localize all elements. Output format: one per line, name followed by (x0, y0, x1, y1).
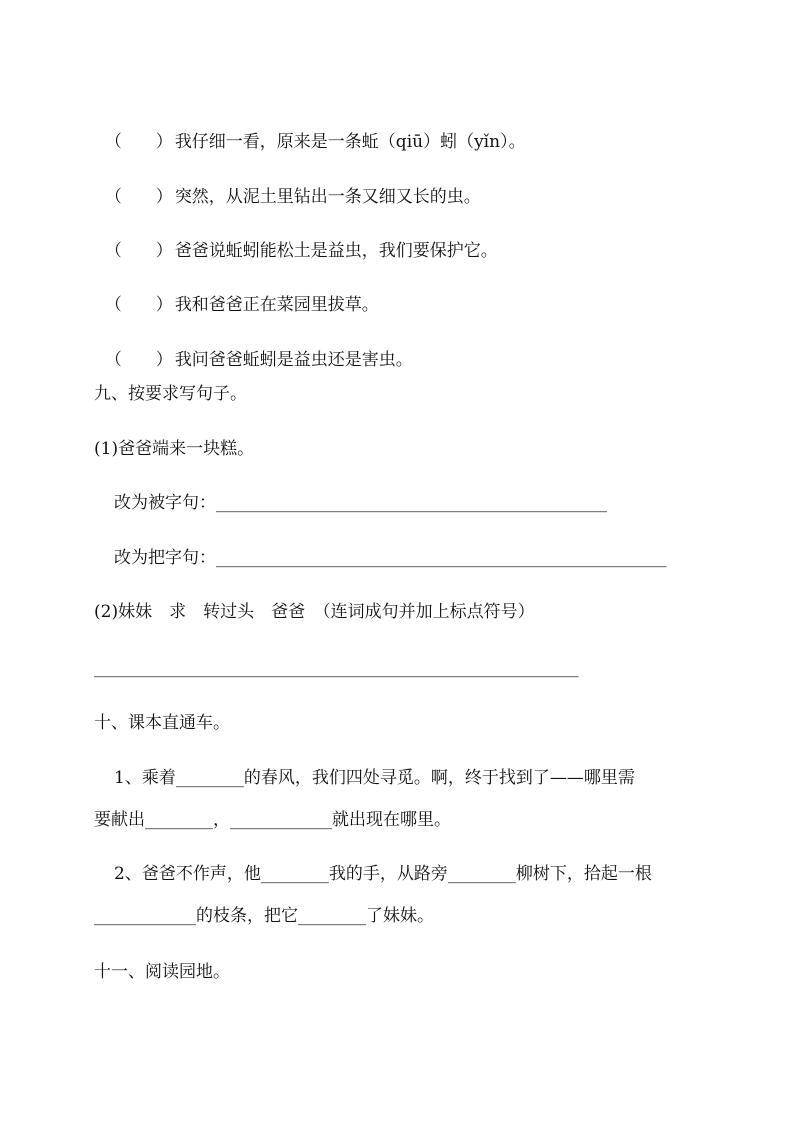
answer-blank[interactable]: （ ） (104, 241, 173, 261)
sentence-text: 我问爸爸蚯蚓是益虫还是害虫。 (174, 350, 413, 370)
fill-in-1-line-2[interactable]: 要献出________，____________就出现在哪里。 (94, 810, 451, 830)
answer-blank[interactable]: （ ） (104, 187, 173, 207)
sentence-text: 突然，从泥土里钻出一条又细又长的虫。 (174, 187, 481, 207)
section-10-heading: 十、课本直通车。 (94, 713, 230, 733)
fill-in-2-line-1[interactable]: 2、爸爸不作声，他________我的手，从路旁________柳树下，拾起一根 (114, 864, 652, 884)
sentence-text: 我仔细一看，原来是一条蚯（qiū）蚓（yǐn）。 (174, 132, 526, 152)
ordering-item-5 (94, 324, 413, 372)
question-2-answer-line[interactable]: _________________________________________________________ (94, 658, 579, 678)
answer-blank[interactable]: （ ） (104, 295, 173, 315)
passive-sentence-answer[interactable]: 改为被字句：______________________________________________ (114, 493, 607, 513)
section-11-heading: 十一、阅读园地。 (94, 962, 230, 982)
section-9-heading: 九、按要求写句子。 (94, 384, 247, 404)
ordering-item-4 (94, 269, 379, 317)
ordering-item-1 (94, 106, 526, 154)
question-2-text: (2)妹妹 求 转过头 爸爸 （连词成句并加上标点符号） (94, 602, 535, 622)
question-1-text: (1)爸爸端来一块糕。 (94, 439, 255, 459)
fill-in-2-line-2[interactable]: ____________的枝条，把它________了妹妹。 (94, 906, 434, 926)
sentence-text: 爸爸说蚯蚓能松土是益虫，我们要保护它。 (174, 241, 498, 261)
ordering-item-2 (94, 161, 481, 209)
sentence-text: 我和爸爸正在菜园里拔草。 (174, 295, 379, 315)
ordering-item-3 (94, 215, 498, 263)
ba-sentence-answer[interactable]: 改为把字句：_____________________________________________________ (114, 548, 667, 568)
fill-in-1-line-1[interactable]: 1、乘着________的春风，我们四处寻觅。啊，终于找到了——哪里需 (114, 768, 635, 788)
answer-blank[interactable]: （ ） (104, 350, 173, 370)
answer-blank[interactable]: （ ） (104, 132, 173, 152)
